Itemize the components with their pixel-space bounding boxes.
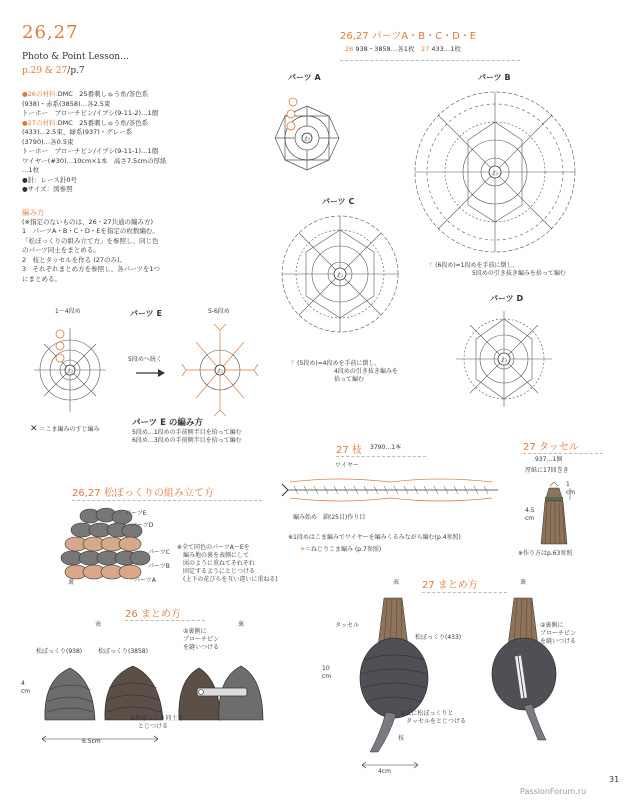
part-d-diagram	[450, 305, 558, 413]
summary26-title: 26 まとめ方	[125, 609, 181, 620]
summary26-cone1: 松ぼっくり(938)	[36, 648, 83, 655]
pinecone-part-e: パーツE	[125, 510, 147, 517]
stitch-legend: ✕ ＝こま編みのすじ編み	[30, 424, 100, 434]
summary27-step2: ②裏側に ブローチピン を縫いつける	[540, 622, 577, 645]
part-e-howto-title: パーツ E の編み方	[132, 418, 203, 428]
branch-title: 27 枝	[336, 445, 362, 456]
summary27-front: 表	[393, 579, 400, 586]
branch-wire: ワイヤー	[335, 462, 359, 469]
summary27-back: 裏	[520, 579, 527, 586]
tassel-dim1: 1 cm	[566, 481, 576, 496]
pinecone-part-b: パーツB	[148, 563, 170, 570]
parts-counts: 26 938・3858…各1枚 27 433…1枚	[345, 45, 461, 53]
howto-block: 編み方 (※指定のないものは、26・27共通の編み方) 1 パーツA・B・C・D・Eを指定の枚数編む。 「松ぼっくりの組み立て方」を参照し、同じ色 のパーツ同士をまとめる。 2 枝とタッセルを作る (27のみ)。 3 それぞれまとめ方を参照し、各パーツを1つ にまとめる。	[22, 208, 161, 283]
part-e-continue: 5段めへ続く	[128, 356, 162, 363]
tassel-ref: ※作り方はp.63参照	[518, 550, 573, 557]
pinecone-back: 裏	[68, 579, 75, 586]
watermark: PassionForum.ru	[520, 787, 587, 796]
summary27-cone: 松ぼっくり(433)	[415, 634, 462, 641]
summary26-step1: ①松ぼっくり同士を とじつける	[130, 715, 184, 730]
summary26-step2: ②裏側に ブローチピン を縫いつける	[183, 628, 220, 651]
tassel-spec2: 厚紙に17回巻き	[525, 467, 569, 474]
part-b-diagram	[408, 85, 583, 260]
page-number: 31	[609, 775, 620, 784]
part-e-arrow-icon	[136, 368, 166, 378]
parts-title: 26,27 パーツA・B・C・D・E	[340, 31, 477, 42]
materials-block: ●26の材料:DMC 25番刺しゅう糸/茶色系 (938)・赤系(3858)…各2.5束 トーホー ブローチピン/イブシ(9-11-2)…1個 ●27の材料:DMC 25番刺しゅう糸/茶色系 (433)…2.5束、緑系(937)・グレー系 (3790)…各0.5束 トーホー ブローチピン/イブシ(9-11-1)…1個 ワイヤー(#30)…10cm×1本 高さ7.5cmの厚紙 …1枚 ●針：レース針0号 ●サイズ：図参照	[22, 90, 167, 193]
svg-text:わ: わ	[500, 356, 508, 364]
part-e-diagram-1	[30, 320, 110, 420]
svg-text:わ: わ	[303, 136, 311, 143]
pinecone-note: ※全て同色のパーツA〜Eを 編み地の裏を表側にして 図のように重ねてそれぞれ 固定するようにとじつける (上下の花びらを互い違いに重ねる)	[177, 544, 278, 583]
part-d-label: パーツ D	[490, 294, 524, 303]
svg-text:わ: わ	[66, 368, 74, 375]
summary26-cone2: 松ぼっくり(3858)	[98, 648, 148, 655]
part-b-note: ⊤ (6段め)=1段めを手前に倒し、 5段めの引き抜き編みを拾って編む	[428, 262, 566, 277]
summary26-width: 6.5cm	[82, 738, 101, 745]
summary26-front: 表	[95, 621, 102, 628]
part-e-label: パーツ E	[130, 309, 162, 318]
tassel-dim2: 4.5 cm	[525, 507, 535, 522]
part-e-diagram-2	[180, 320, 260, 420]
branch-spec: 3790…1本	[370, 444, 402, 451]
branch-diagram	[280, 470, 505, 510]
summary27-title: 27 まとめ方	[422, 580, 478, 591]
page-number-title: 26,27	[22, 22, 79, 43]
pinecone-part-c: パーツC	[148, 549, 170, 556]
part-c-diagram	[276, 210, 404, 338]
svg-text:わ: わ	[216, 368, 224, 375]
summary27-front-diagram	[352, 594, 442, 754]
part-c-note: ⊤ (5段め)=4段めを手前に倒し、 4段めの引き抜き編みを 拾って編む	[290, 360, 398, 383]
summary27-back-diagram	[488, 594, 568, 744]
part-a-label: パーツ A	[288, 73, 321, 82]
tassel-spec1: 937…1個	[535, 456, 563, 463]
part-c-label: パーツ C	[322, 197, 355, 206]
pinecone-rule	[72, 500, 262, 501]
subtitle: Photo & Point Lesson…	[22, 52, 130, 62]
tassel-title: 27 タッセル	[523, 442, 579, 453]
summary27-step1: ①枝に松ぼっくりと タッセルをとじつける	[400, 710, 467, 725]
summary27-width: 4cm	[378, 768, 391, 775]
svg-text:わ: わ	[491, 169, 499, 177]
branch-rule	[336, 456, 426, 457]
page-ref: p.29 & 27/p.7	[22, 66, 85, 76]
part-e-rows1: 1〜4段め	[55, 308, 81, 315]
summary26-height: 4 cm	[21, 680, 31, 695]
branch-note2: ✳＝ねじりこま編み (p.7参照)	[300, 546, 382, 553]
pinecone-part-a: パーツA	[134, 577, 156, 584]
pinecone-part-d: パーツD	[131, 522, 154, 529]
part-e-howto: 5段め…1段めの手前側半目を拾って編む 6段め…3段めの手前側半目を拾って編む	[132, 429, 242, 444]
summary27-rule	[422, 592, 507, 593]
parts-rule	[340, 60, 520, 61]
part-a-diagram	[265, 88, 350, 183]
svg-text:わ: わ	[336, 271, 344, 279]
summary26-rule	[125, 620, 205, 621]
summary26-back-diagram	[175, 660, 265, 725]
summary27-branch: 枝	[398, 735, 405, 742]
part-e-rows2: 5-6段め	[208, 308, 230, 315]
pinecone-title: 26,27 松ぼっくりの組み立て方	[72, 488, 214, 499]
branch-start: 編み始め 鎖(25目)作り目	[293, 514, 366, 521]
tassel-diagram	[530, 478, 590, 550]
summary26-back: 裏	[238, 621, 245, 628]
tassel-rule	[523, 453, 603, 454]
summary27-height: 10 cm	[322, 665, 332, 680]
part-b-label: パーツ B	[478, 73, 511, 82]
summary27-tassel: タッセル	[335, 622, 360, 629]
branch-note1: ※1段めはこま編みでワイヤーを編みくるみながら編む(p.4参照)	[288, 534, 461, 541]
